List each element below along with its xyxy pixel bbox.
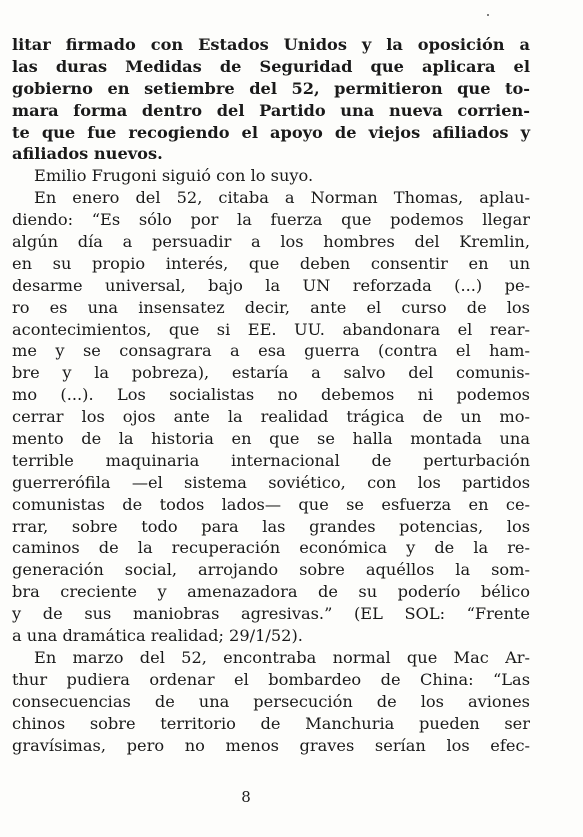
paragraph: [12, 647, 530, 756]
paragraph: [12, 165, 530, 187]
text-line: caminos de la recuperación económica y de la re-: [12, 538, 530, 558]
text-line: cerrar los ojos ante la realidad trágica de un mo-: [12, 407, 530, 427]
text-line: las duras Medidas de Seguridad que aplicara el: [12, 56, 530, 76]
text-line: generación social, arrojando sobre aquéllos la som-: [12, 560, 530, 580]
text-line: Emilio Frugoni siguió con lo suyo.: [34, 166, 314, 186]
text-line: mara forma dentro del Partido una nueva corrien-: [12, 100, 530, 120]
text-line: comunistas de todos lados— que se esfuerza en ce-: [12, 494, 530, 514]
text-line: rrar, sobre todo para las grandes potencias, los: [12, 516, 530, 536]
text-line: gravísimas, pero no menos graves serían los efec-: [12, 735, 530, 755]
text-line: te que fue recogiendo el apoyo de viejos afiliados y: [12, 122, 530, 142]
text-line: bre y la pobreza), estaría a salvo del comunis-: [12, 363, 530, 383]
text-line: afiliados nuevos.: [12, 144, 163, 164]
text-line: a una dramática realidad; 29/1/52).: [12, 626, 303, 646]
page-number: 8: [241, 788, 251, 806]
text-line: thur pudiera ordenar el bombardeo de China: “Las: [12, 669, 530, 689]
paragraph: [12, 34, 530, 165]
text-line: En enero del 52, citaba a Norman Thomas, aplau-: [34, 188, 530, 208]
text-line: bra creciente y amenazadora de su poderío bélico: [12, 582, 530, 602]
text-line: desarme universal, bajo la UN reforzada (...) pe-: [12, 275, 530, 295]
text-line: terrible maquinaria internacional de perturbación: [12, 450, 530, 470]
text-line: En marzo del 52, encontraba normal que Mac Ar-: [34, 647, 530, 667]
body-text: [12, 34, 530, 756]
text-line: mo (...). Los socialistas no debemos ni podemos: [12, 385, 530, 405]
text-line: mento de la historia en que se halla montada una: [12, 429, 530, 449]
text-line: y de sus maniobras agresivas.” (EL SOL: “Frente: [12, 604, 530, 624]
text-line: acontecimientos, que si EE. UU. abandonara el rear-: [12, 319, 530, 339]
text-line: algún día a persuadir a los hombres del Kremlin,: [12, 232, 530, 252]
paragraph: [12, 187, 530, 647]
text-line: chinos sobre territorio de Manchuria pueden ser: [12, 713, 530, 733]
text-line: en su propio interés, que deben consentir en un: [12, 253, 530, 273]
text-line: diendo: “Es sólo por la fuerza que podemos llegar: [12, 210, 530, 230]
scan-speck: [487, 14, 489, 16]
text-line: consecuencias de una persecución de los aviones: [12, 691, 530, 711]
text-line: gobierno en setiembre del 52, permitieron que to-: [12, 78, 530, 98]
text-line: guerrerófila —el sistema soviético, con los partidos: [12, 472, 530, 492]
text-line: litar firmado con Estados Unidos y la oposición a: [12, 35, 530, 54]
text-line: me y se consagrara a esa guerra (contra el ham-: [12, 341, 530, 361]
text-line: ro es una insensatez decir, ante el curso de los: [12, 297, 530, 317]
